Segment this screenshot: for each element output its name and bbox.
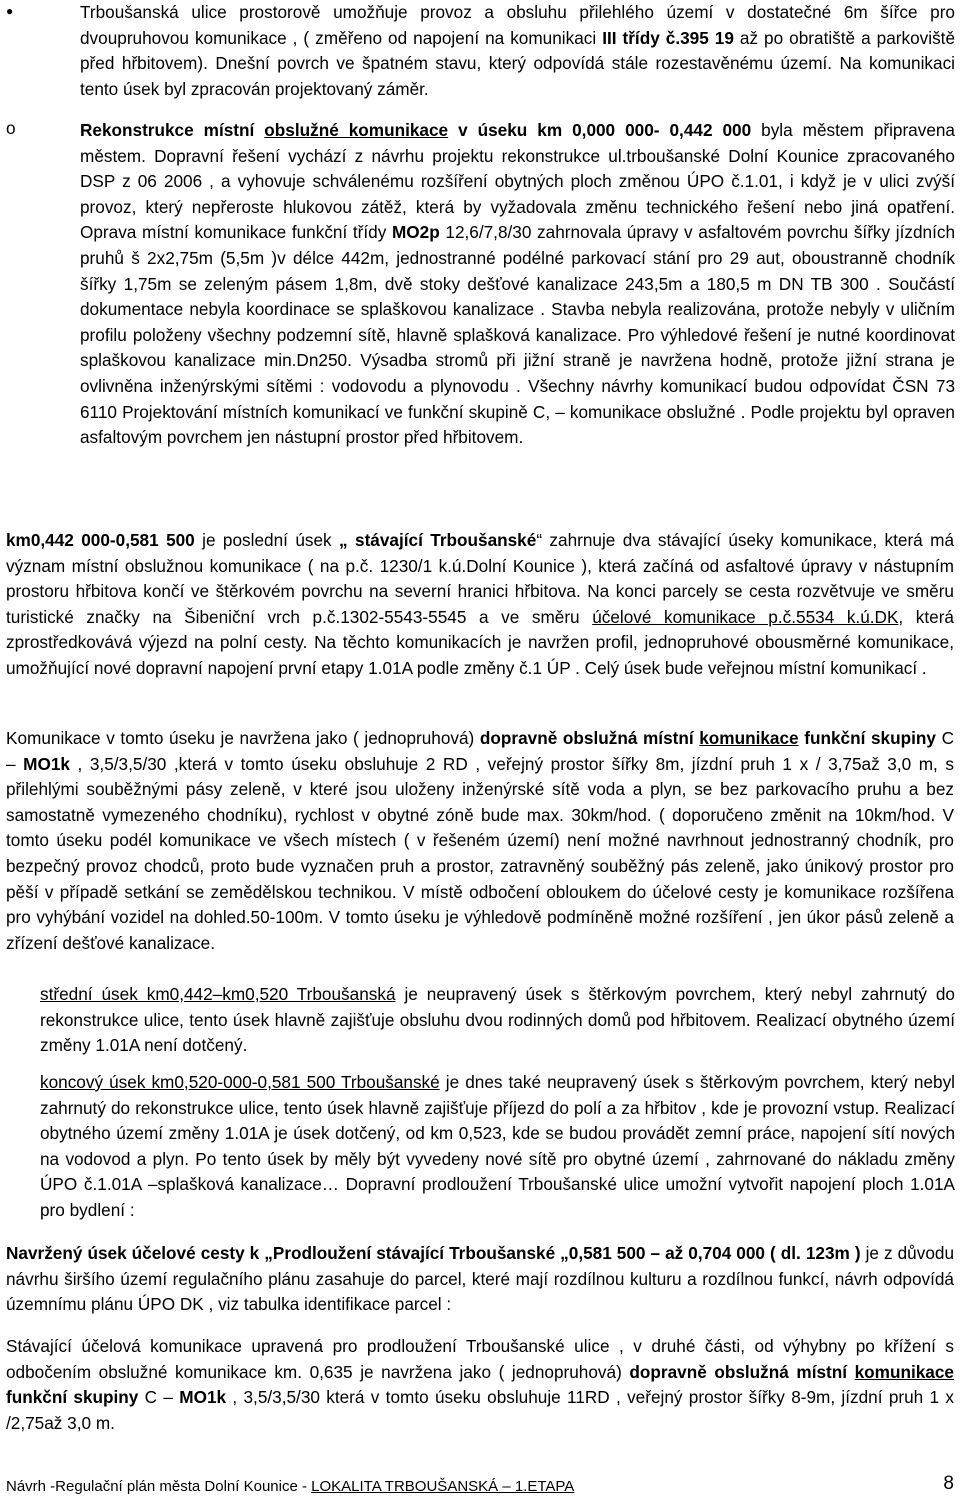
paragraph-koncovy-usek: koncový úsek km0,520-000-0,581 500 Trboušanské je dnes také neupravený úsek s štěrkovým povrchem, který nebyl zahrnutý do rekonstrukce ulice, tento úsek hlavně zajišťuje příjezd do polí a za hřbitov , kde je provozní vstup. Realizací obytného území změny 1.01A je úsek dotčený, od km 0,523, kde se budou provádět zemní práce, napojení sítí nových na vodovod a plyn. Po tento úsek by měly být vyvedeny nové sítě pro obytné území , zahrnované do nákladu změny ÚPO č.1.01A –splašková kanalizace… Dopravní prodloužení Trboušanské ulice umožní vytvořit napojení ploch 1.01A pro bydlení : xyxy=(40,1072,955,1220)
paragraph-stredni-usek: střední úsek km0,442–km0,520 Trboušanská je neupravený úsek s štěrkovým povrchem, který nebyl zahrnutý do rekonstrukce ulice, tento úsek hlavně zajišťuje obsluhu dvou rodinných domů pod hřbitovem. Realizací obytného území změny 1.01A není dotčený. xyxy=(40,984,955,1056)
circle-bullet-icon: o xyxy=(6,118,16,138)
page-footer xyxy=(6,1473,954,1498)
footer-link[interactable]: LOKALITA TRBOUŠANSKÁ – 1.ETAPA xyxy=(311,1478,575,1495)
paragraph-km0442: km0,442 000-0,581 500 je poslední úsek „ stávající Trboušanské“ zahrnuje dva stávající úseky komunikace, která má význam místní obslužnou komunikace ( na p.č. 1230/1 k.ú.Dolní Kounice ), která začíná od asfaltové úpravy v nástupním prostoru hřbitova končí ve štěrkovém povrchu na severní hranici hřbitova. Na konci parcely se cesta rozvětvuje ve směru turistické značky na Šibeniční vrch p.č.1302-5543-5545 a ve směru účelové komunikace p.č.5534 k.ú.DK, která zprostředkovává výjezd na polní cesty. Na těchto komunikacích je navržen profil, jednopruhové obousměrné komunikace, umožňující nové dopravní napojení první etapy 1.01A podle změny č.1 ÚP . Celý úsek bude veřejnou místní komunikací . xyxy=(6,530,955,678)
item-2-text: Rekonstrukce místní obslužné komunikace v úseku km 0,000 000- 0,442 000 byla městem připravena městem. Dopravní řešení vychází z návrhu projektu rekonstrukce ul.trboušanské Dolní Kounice zpracovaného DSP z 06 2006 , a vyhovuje schválenému rozšíření obytných ploch změnou ÚPO č.1.01, i když je v ulici zvýší provoz, který nepřeroste hlukovou zátěž, která by vyžadovala změnu technického řešení nebo jiná opatření. Oprava místní komunikace funkční třídy MO2p 12,6/7,8/30 zahrnovala úpravy v asfaltovém povrchu šířky jízdních pruhů š 2x2,75m (5,5m )v délce 442m, jednostranné podélné parkovací stání pro 29 aut, oboustranně chodník šířky 1,75m se zeleným pásem 1,8m, dvě stoky dešťové kanalizace 243,5m a 180,5 m DN TB 300 . Součástí dokumentace nebyla koordinace se splaškovou kanalizace . Stavba nebyla realizována, protože nebyly v uličním profilu položeny všechny podzemní sítě, hlavně splašková kanalizace. Pro výhledové řešení je nutné koordinovat splaškovou kanalizace min.Dn250. Výsadba stromů při jižní straně je navržena hodně, protože jižní strana je ovlivněna inženýrskými sítěmi : vodovodu a plynovodu . Všechny návrhy komunikací budou odpovídat ČSN 73 6110 Projektování místních komunikací ve funkční skupině C, – komunikace obslužné . Podle projektu byl opraven asfaltovým povrchem jen nástupní prostor před hřbitovem. xyxy=(80,120,956,448)
bullet-icon: ● xyxy=(6,4,14,18)
paragraph-stavajici: Stávající účelová komunikace upravená pro prodloužení Trboušanské ulice , v druhé části, od výhybny po křížení s odbočením obslužné komunikace km. 0,635 je navržena jako ( jednopruhová) dopravně obslužná místní komunikace funkční skupiny C – MO1k , 3,5/3,5/30 která v tomto úseku obsluhuje 11RD , veřejný prostor šířky 8-9m, jízdní pruh 1 x /2,75až 3,0 m. xyxy=(6,1336,954,1433)
footer-title: Návrh -Regulační plán města Dolní Kounice - xyxy=(6,1478,312,1495)
paragraph-komunikace: Komunikace v tomto úseku je navržena jako ( jednopruhová) dopravně obslužná místní komunikace funkční skupiny C – MO1k , 3,5/3,5/30 ,která v tomto úseku obsluhuje 2 RD , veřejný prostor šířky 8m, jízdní pruh 1 x / 3,75až 3,0 m, s přilehlými souběžnými pásy zeleně, v které jsou uloženy inženýrské sítě voda a plyn, se bez parkovacího pruhu a bez samostatně vymezeného chodníku), rychlost v obytné zóně bude max. 30km/hod. ( doporučeno změnit na 10km/hod. V tomto úseku podél komunikace ve všech místech ( v řešeném území) není možné navrhnout jednostranný chodník, pro bezpečný provoz chodců, proto bude vyznačen pruh a prostor, zatravněný souběžný pás zeleně, jako únikový prostor pro pěší v případě setkání se zemědělskou technikou. V místě odbočení obloukem do účelové cesty je komunikace rozšířena pro vyhýbání vozidel na dohled.50-100m. V tomto úseku je výhledově podmíněně možné rozšíření , jen úkor pásů zeleně a zřízení dešťové kanalizace. xyxy=(6,728,954,953)
page-number: 8 xyxy=(943,1473,954,1494)
paragraph-navrzeny-usek: Navržený úsek účelové cesty k „Prodloužení stávající Trboušanské „0,581 500 – až 0,704 000 ( dl. 123m ) je z důvodu návrhu širšího území regulačního plánu zasahuje do parcel, které mají rozdílnou kulturu a rozdílnou funkcí, návrh odpovídá územnímu plánu ÚPO DK , viz tabulka identifikace parcel : xyxy=(6,1243,955,1315)
bullet-1-text: Trboušanská ulice prostorově umožňuje provoz a obsluhu přilehlého území v dostatečné 6m šířce pro dvoupruhovou komunikace , ( změřeno od napojení na komunikaci III třídy č.395 19 až po obratiště a parkoviště před hřbitovem). Dnešní povrch ve špatném stavu, který odpovídá stále rozestavěnému území. Na komunikaci tento úsek byl zpracován projektovaný záměr. xyxy=(80,2,955,99)
